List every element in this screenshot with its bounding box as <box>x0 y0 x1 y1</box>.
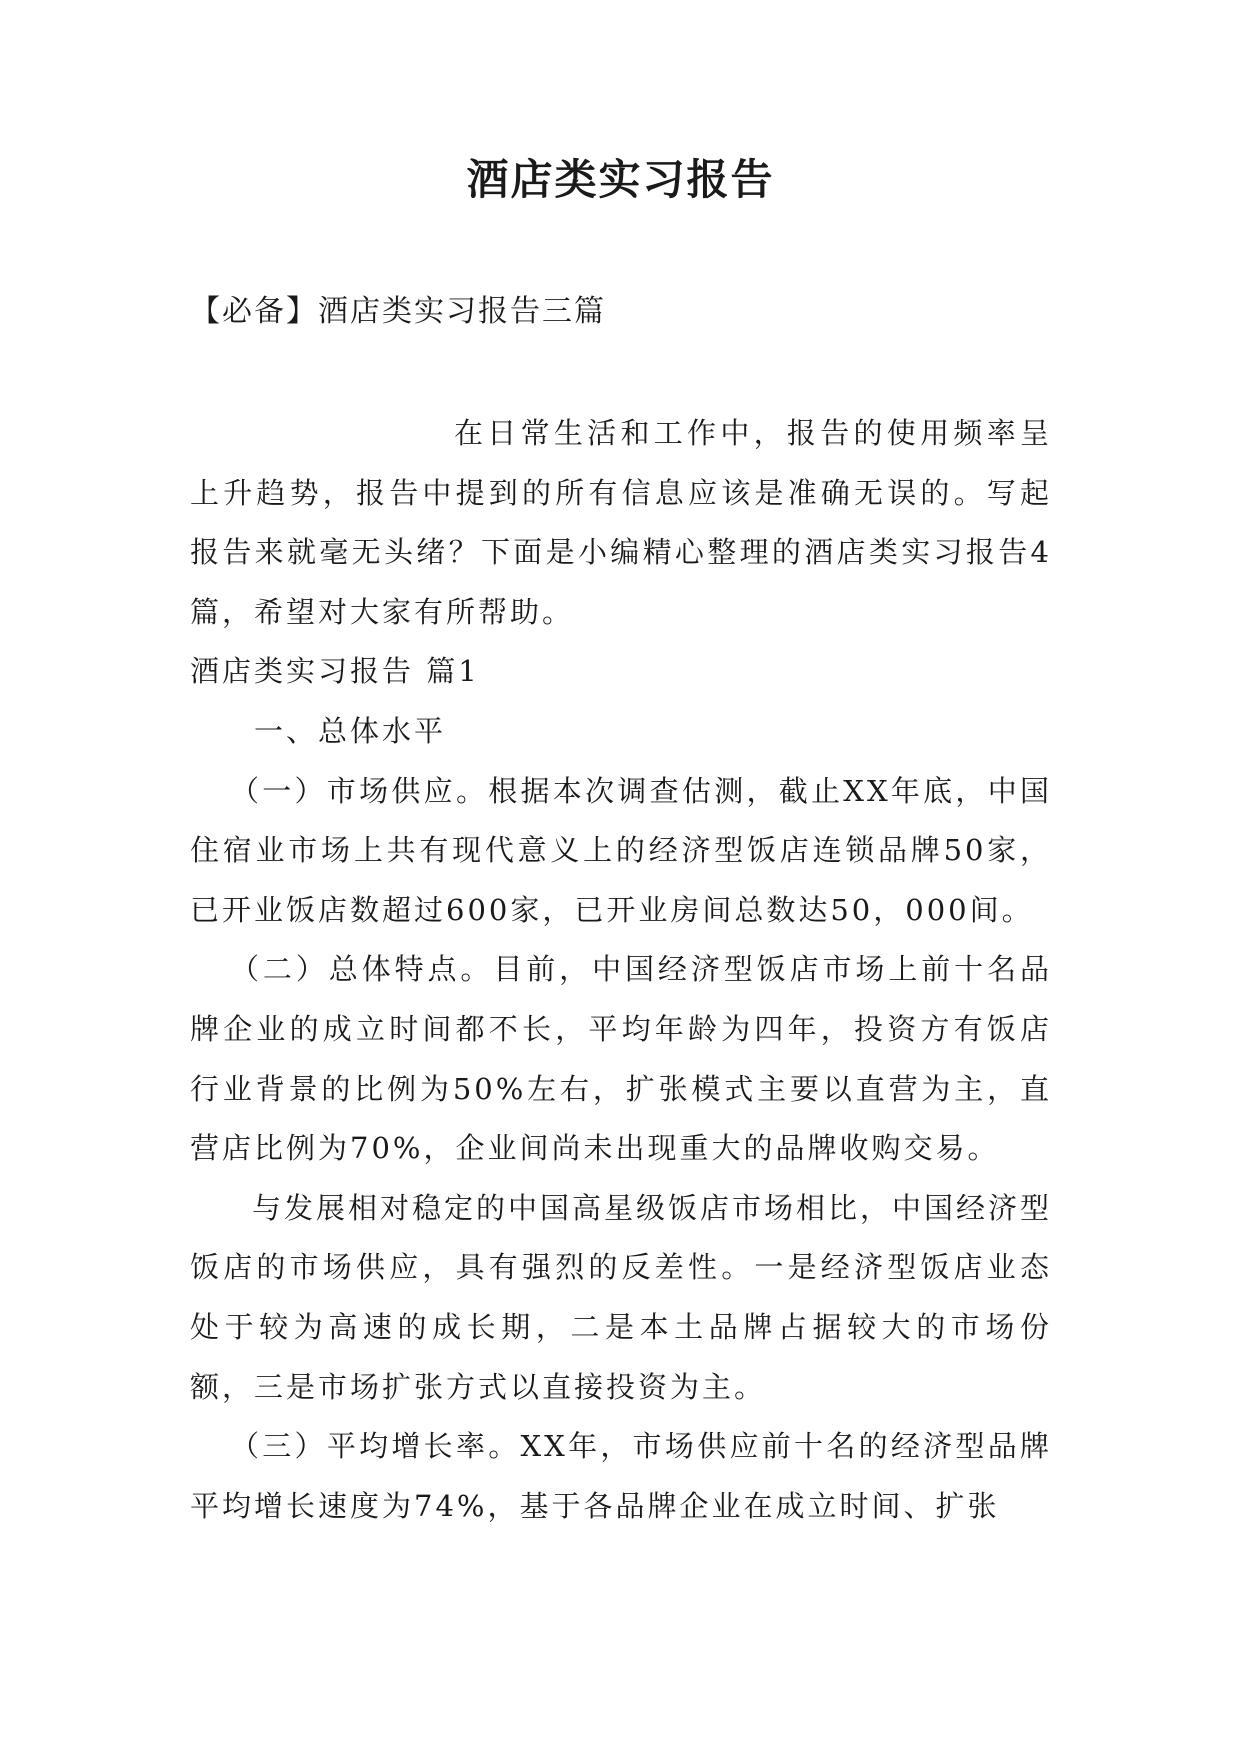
intro-paragraph: 在日常生活和工作中，报告的使用频率呈上升趋势，报告中提到的所有信息应该是准确无误的。写起报告来就毫无头绪？下面是小编精心整理的酒店类实习报告4篇，希望对大家有所帮助。 <box>190 416 1052 629</box>
subsection-heading: 一、总体水平 <box>254 713 447 748</box>
document-body <box>190 404 1052 1536</box>
document-subtitle: 【必备】酒店类实习报告三篇 <box>190 294 606 329</box>
paragraph-overall-features: （二）总体特点。目前，中国经济型饭店市场上前十名品牌企业的成立时间都不长，平均年龄为四年，投资方有饭店行业背景的比例为50%左右，扩张模式主要以直营为主，直营店比例为70%，企业间尚未出现重大的品牌收购交易。 <box>190 952 1052 1166</box>
section-heading: 酒店类实习报告 篇1 <box>190 654 480 689</box>
document-title: 酒店类实习报告 <box>466 155 775 204</box>
paragraph-growth-rate: （三）平均增长率。XX年，市场供应前十名的经济型品牌平均增长速度为74%，基于各品牌企业在成立时间、扩张 <box>190 1429 1052 1523</box>
paragraph-comparison: 与发展相对稳定的中国高星级饭店市场相比，中国经济型饭店的市场供应，具有强烈的反差性。一是经济型饭店业态处于较为高速的成长期，二是本土品牌占据较大的市场份额，三是市场扩张方式以直接投资为主。 <box>190 1190 1053 1404</box>
paragraph-market-supply: （一）市场供应。根据本次调查估测，截止XX年底，中国住宿业市场上共有现代意义上的经济型饭店连锁品牌50家，已开业饭店数超过600家，已开业房间总数达50，000间。 <box>190 773 1052 927</box>
